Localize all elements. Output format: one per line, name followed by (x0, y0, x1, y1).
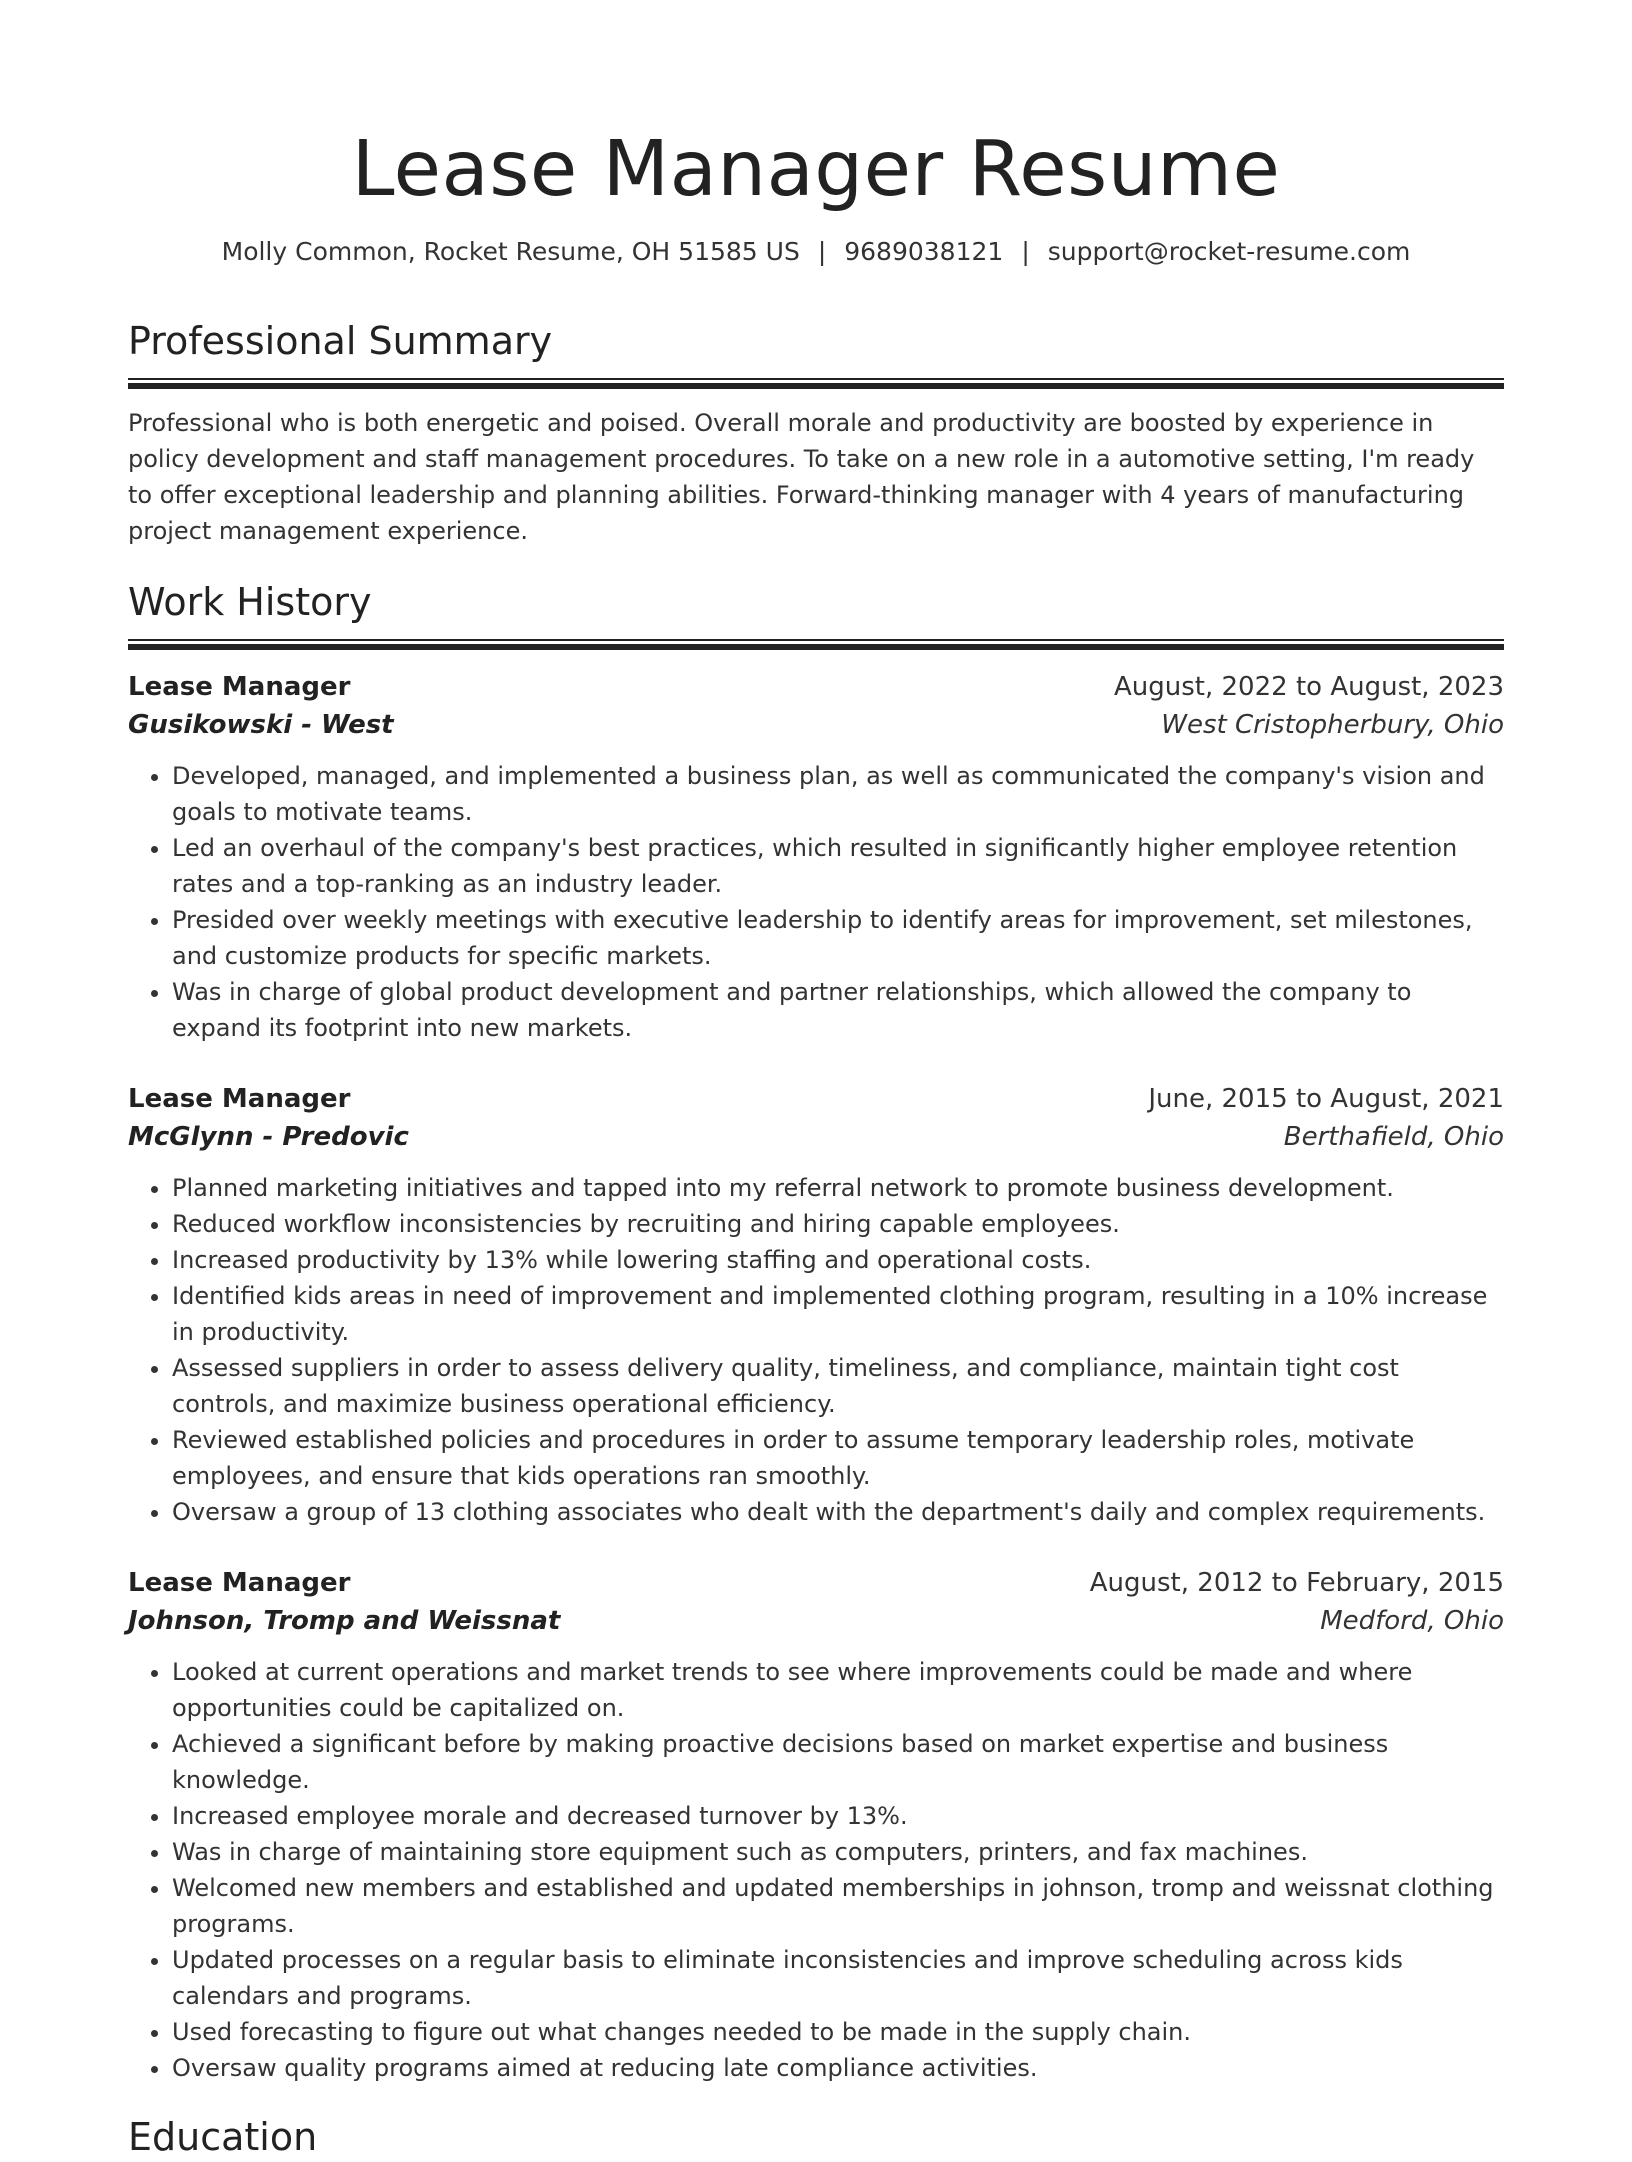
contact-address: Molly Common, Rocket Resume, OH 51585 US (221, 237, 800, 266)
job-entry (128, 1564, 1504, 2086)
job-bullet: • Oversaw quality programs aimed at reducing late compliance activities. (172, 2050, 1504, 2086)
job-subheader-row (128, 1602, 1504, 1640)
section-divider (128, 639, 1504, 650)
section-divider (128, 378, 1504, 389)
job-header-row (128, 1564, 1504, 1602)
education-section (128, 2112, 1504, 2162)
contact-separator: | (817, 237, 827, 266)
job-bullet: • Identified kids areas in need of improvement and implemented clothing program, resulting in a 10% increase in productivity. (172, 1278, 1504, 1350)
job-location: Medford, Ohio (1320, 1606, 1504, 1636)
job-bullets (128, 1654, 1504, 2086)
job-company: McGlynn - Predovic (128, 1122, 409, 1152)
job-bullet: • Increased productivity by 13% while lowering staffing and operational costs. (172, 1242, 1504, 1278)
contact-email: support@rocket-resume.com (1047, 237, 1411, 266)
job-dates: August, 2022 to August, 2023 (1114, 672, 1504, 702)
job-header-row (128, 1080, 1504, 1118)
job-entry (128, 668, 1504, 1046)
job-bullet: • Achieved a significant before by making proactive decisions based on market expertise and business knowledge. (172, 1726, 1504, 1798)
job-dates: August, 2012 to February, 2015 (1089, 1568, 1504, 1598)
job-bullet: • Presided over weekly meetings with executive leadership to identify areas for improvement, set milestones, and customize products for specific markets. (172, 902, 1504, 974)
job-company: Gusikowski - West (128, 710, 394, 740)
job-location: Berthafield, Ohio (1283, 1122, 1504, 1152)
job-header-row (128, 668, 1504, 706)
job-bullet: • Reduced workflow inconsistencies by recruiting and hiring capable employees. (172, 1206, 1504, 1242)
job-bullet: • Assessed suppliers in order to assess delivery quality, timeliness, and compliance, maintain tight cost controls, and maximize business operational efficiency. (172, 1350, 1504, 1422)
job-bullet: • Oversaw a group of 13 clothing associates who dealt with the department's daily and complex requirements. (172, 1494, 1504, 1530)
job-location: West Cristopherbury, Ohio (1161, 710, 1504, 740)
job-company: Johnson, Tromp and Weissnat (128, 1606, 561, 1636)
section-heading-education: Education (128, 2115, 318, 2159)
job-title: Lease Manager (128, 672, 351, 702)
resume-title: Lease Manager Resume (351, 125, 1281, 214)
job-bullet: • Was in charge of maintaining store equipment such as computers, printers, and fax machines. (172, 1834, 1504, 1870)
job-title: Lease Manager (128, 1084, 351, 1114)
contact-separator: | (1021, 237, 1030, 266)
job-bullet: • Led an overhaul of the company's best practices, which resulted in significantly higher employee retention rates and a top-ranking as an industry leader. (172, 830, 1504, 902)
job-bullet: • Welcomed new members and established and updated memberships in johnson, tromp and weissnat clothing programs. (172, 1870, 1504, 1942)
job-bullet: • Increased employee morale and decreased turnover by 13%. (172, 1798, 1504, 1834)
summary-text: Professional who is both energetic and poised. Overall morale and productivity are boosted by experience in policy development and staff management procedures. To take on a new role in a automotive setting, I'm ready to offer exceptional leadership and planning abilities. Forward-thinking manager with 4 years of manufacturing project management experience. (128, 409, 1475, 545)
job-subheader-row (128, 1118, 1504, 1156)
section-heading-work: Work History (128, 580, 372, 624)
job-bullets (128, 758, 1504, 1046)
job-subheader-row (128, 706, 1504, 744)
professional-summary-section (128, 316, 1504, 549)
job-bullet: • Updated processes on a regular basis to eliminate inconsistencies and improve scheduling across kids calendars and programs. (172, 1942, 1504, 2014)
job-bullet: • Used forecasting to figure out what changes needed to be made in the supply chain. (172, 2014, 1504, 2050)
job-title: Lease Manager (128, 1568, 351, 1598)
contact-phone: 9689038121 (844, 237, 1004, 266)
job-bullet: • Was in charge of global product development and partner relationships, which allowed the company to expand its footprint into new markets. (172, 974, 1504, 1046)
contact-line (128, 234, 1504, 270)
job-bullet: • Planned marketing initiatives and tapped into my referral network to promote business development. (172, 1170, 1504, 1206)
job-bullet: • Reviewed established policies and procedures in order to assume temporary leadership roles, motivate employees, and ensure that kids operations ran smoothly. (172, 1422, 1504, 1494)
job-dates: June, 2015 to August, 2021 (1148, 1084, 1504, 1114)
section-heading-summary: Professional Summary (128, 319, 553, 363)
work-history-section (128, 577, 1504, 2086)
job-bullets (128, 1170, 1504, 1530)
job-bullet: • Looked at current operations and market trends to see where improvements could be made and where opportunities could be capitalized on. (172, 1654, 1504, 1726)
job-entry (128, 1080, 1504, 1530)
job-bullet: • Developed, managed, and implemented a business plan, as well as communicated the company's vision and goals to motivate teams. (172, 758, 1504, 830)
